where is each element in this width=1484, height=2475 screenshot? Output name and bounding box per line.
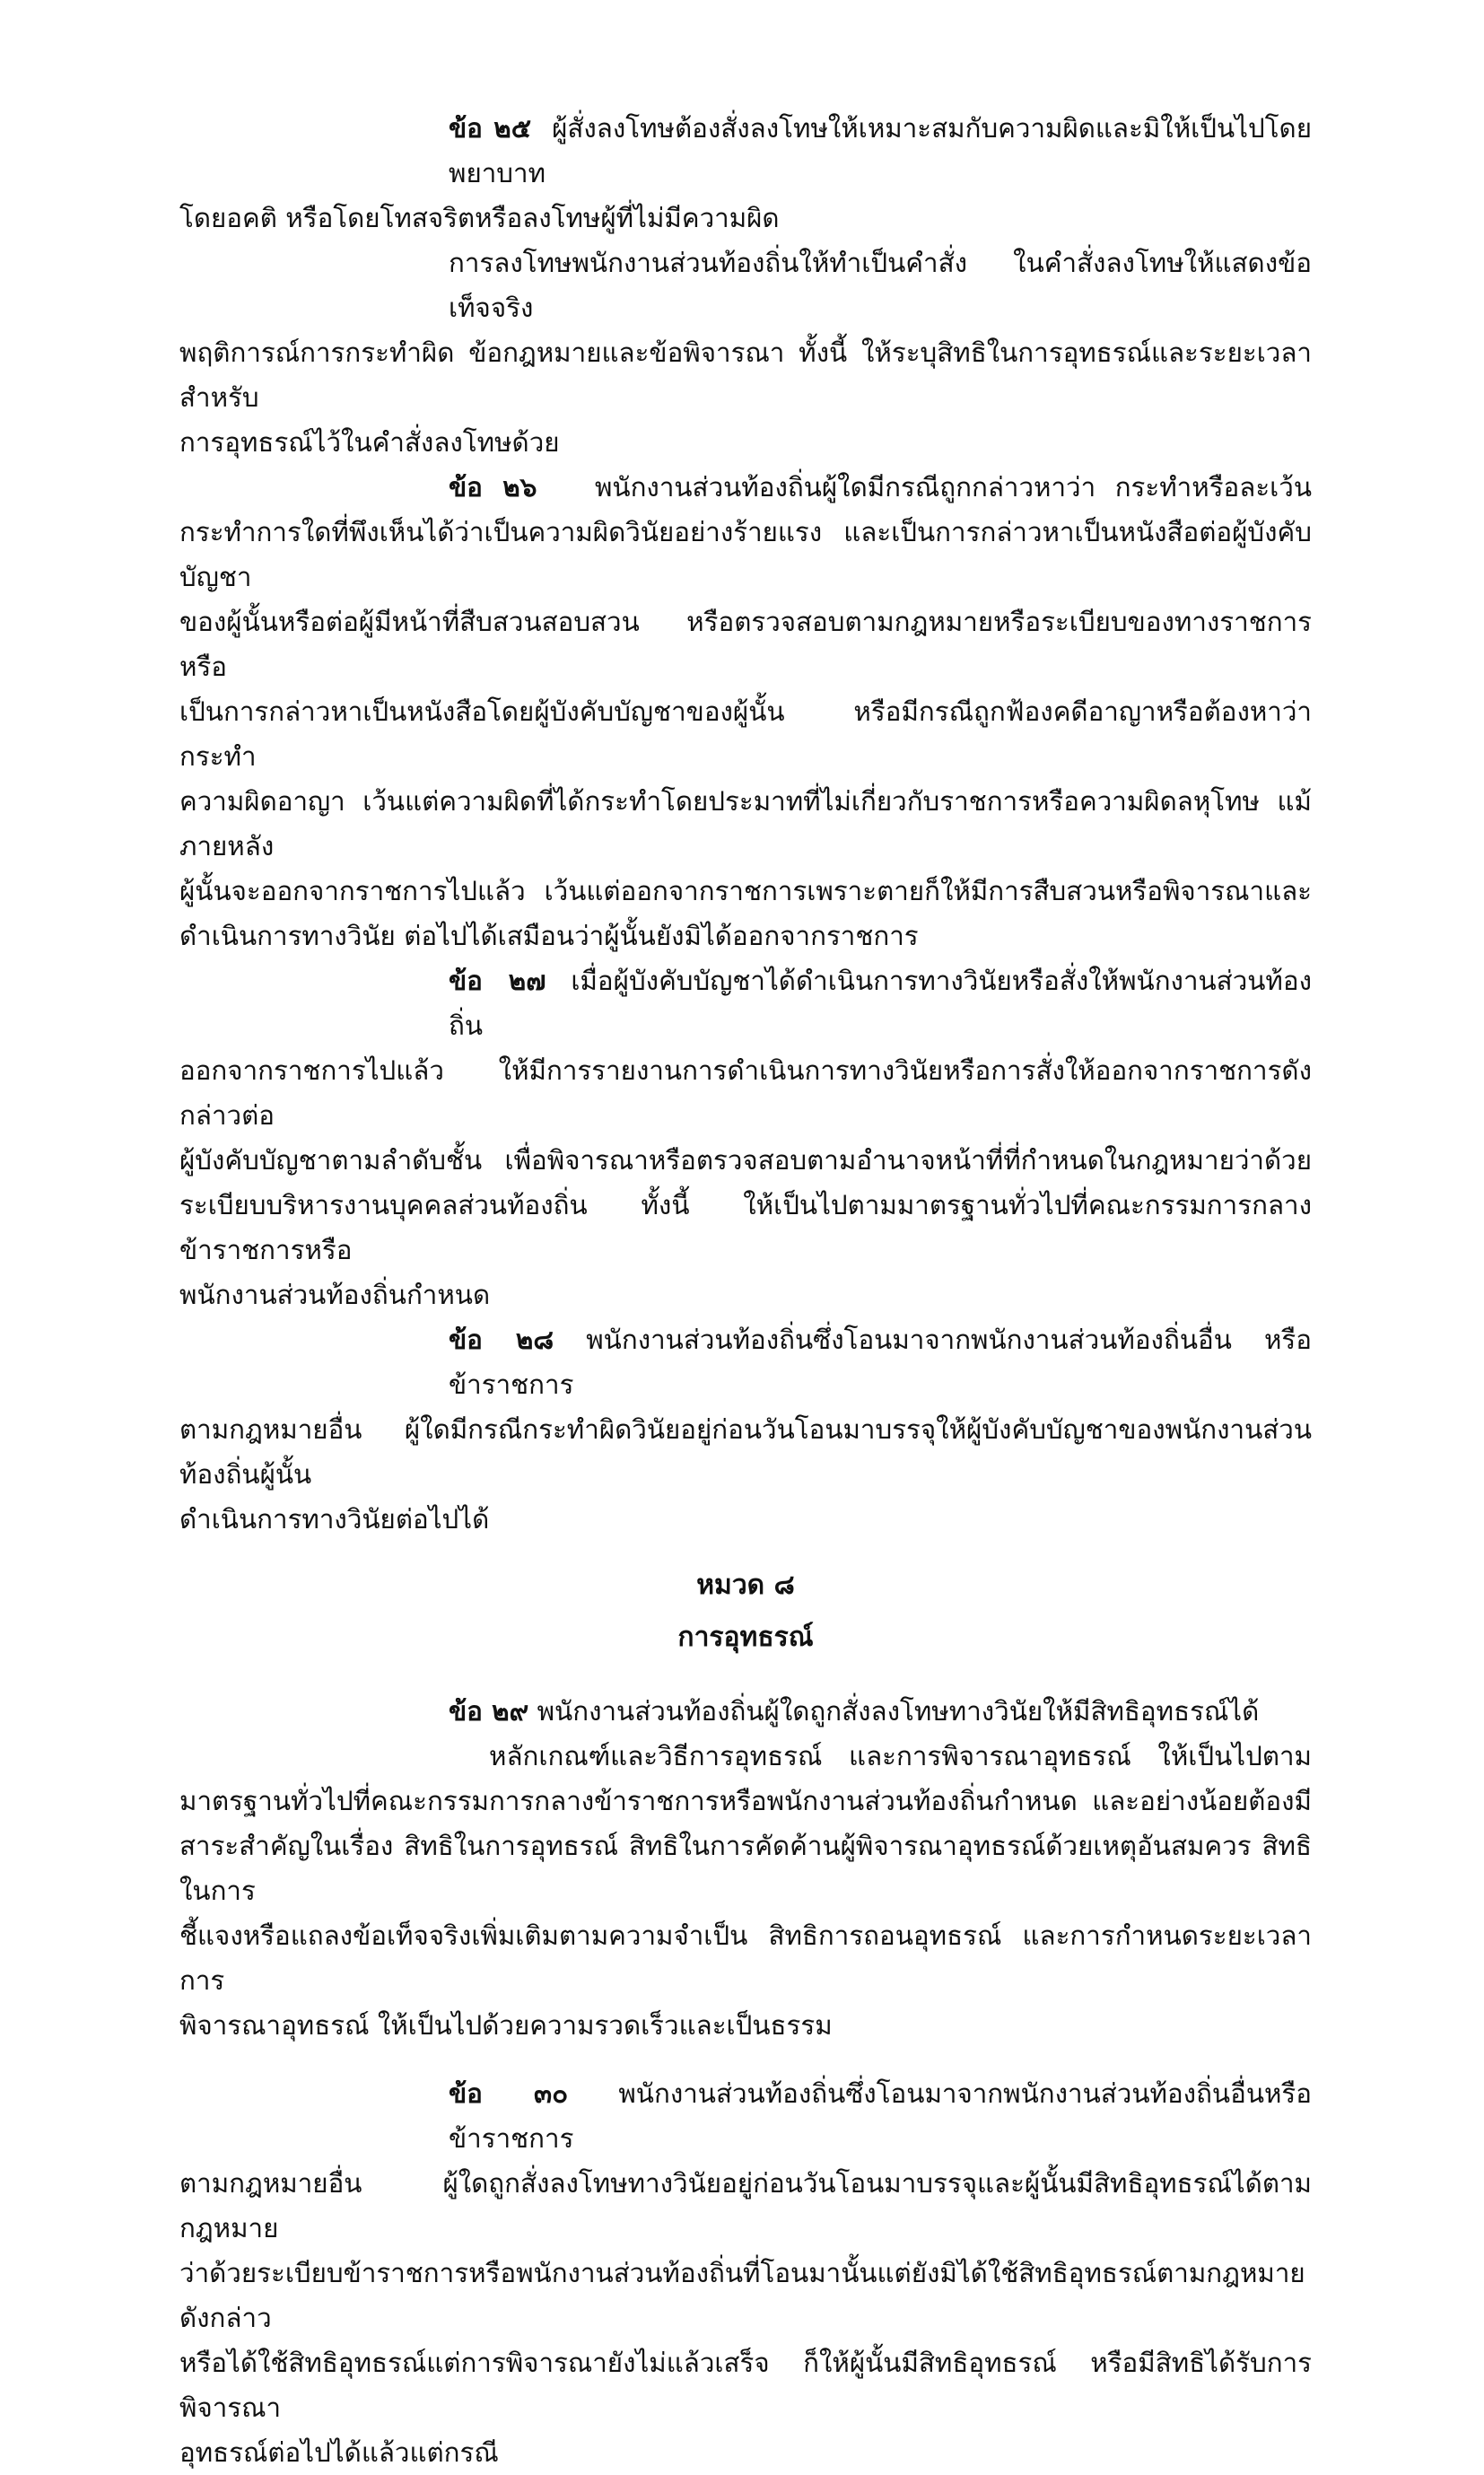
article-27-line: ผู้บังคับบัญชาตามลำดับชั้น เพื่อพิจารณาหรือตรวจสอบตามอำนาจหน้าที่ที่กำหนดในกฎหมายว่าด้วย	[179, 1145, 1312, 1176]
article-28-first-line: ข้อ ๒๘ พนักงานส่วนท้องถิ่นซึ่งโอนมาจากพนักงานส่วนท้องถิ่นอื่น หรือข้าราชการ	[449, 1325, 1312, 1400]
article-25-first-line: ข้อ ๒๕ ผู้สั่งลงโทษต้องสั่งลงโทษให้เหมาะสมกับความผิดและมิให้เป็นไปโดยพยาบาท	[449, 113, 1312, 188]
article-29-clause-2-line: สาระสำคัญในเรื่อง สิทธิในการอุทธรณ์ สิทธิในการคัดค้านผู้พิจารณาอุทธรณ์ด้วยเหตุอันสมควร สิทธิในการ	[179, 1831, 1312, 1906]
chapter-number: หมวด ๘	[696, 1570, 795, 1601]
chapter-title: การอุทธรณ์	[677, 1622, 814, 1653]
article-30-first-line: ข้อ ๓๐ พนักงานส่วนท้องถิ่นซึ่งโอนมาจากพนักงานส่วนท้องถิ่นอื่นหรือข้าราชการ	[449, 2078, 1312, 2154]
article-25-clause-2-line: การอุทธรณ์ไว้ในคำสั่งลงโทษด้วย	[179, 427, 560, 458]
article-26-line: ความผิดอาญา เว้นแต่ความผิดที่ได้กระทำโดยประมาทที่ไม่เกี่ยวกับราชการหรือความผิดลหุโทษ แม้ภายหลัง	[179, 786, 1312, 861]
article-28-line: ตามกฎหมายอื่น ผู้ใดมีกรณีกระทำผิดวินัยอยู่ก่อนวันโอนมาบรรจุให้ผู้บังคับบัญชาของพนักงานส่วนท้องถิ่นผู้นั้น	[179, 1414, 1312, 1490]
article-26-line: เป็นการกล่าวหาเป็นหนังสือโดยผู้บังคับบัญชาของผู้นั้น หรือมีกรณีถูกฟ้องคดีอาญาหรือต้องหาว่ากระทำ	[179, 696, 1312, 772]
article-29-clause-2-first-line: หลักเกณฑ์และวิธีการอุทธรณ์ และการพิจารณาอุทธรณ์ ให้เป็นไปตาม	[489, 1741, 1312, 1771]
article-26-line: ผู้นั้นจะออกจากราชการไปแล้ว เว้นแต่ออกจากราชการเพราะตายก็ให้มีการสืบสวนหรือพิจารณาและ	[179, 876, 1312, 906]
document-page	[179, 106, 1312, 2475]
article-28-line: ดำเนินการทางวินัยต่อไปได้	[179, 1504, 490, 1535]
article-number: ข้อ ๒๘	[449, 1325, 554, 1355]
article-27	[179, 958, 1312, 1317]
article-27-first-line: ข้อ ๒๗ เมื่อผู้บังคับบัญชาได้ดำเนินการทางวินัยหรือสั่งให้พนักงานส่วนท้องถิ่น	[449, 966, 1312, 1041]
article-27-line: ระเบียบบริหารงานบุคคลส่วนท้องถิ่น ทั้งนี้ ให้เป็นไปตามมาตรฐานทั่วไปที่คณะกรรมการกลางข้าราชการหรือ	[179, 1190, 1312, 1265]
article-number: ข้อ ๒๖	[449, 472, 537, 503]
article-29-clause-2-line: มาตรฐานทั่วไปที่คณะกรรมการกลางข้าราชการหรือพนักงานส่วนท้องถิ่นกำหนด และอย่างน้อยต้องมี	[179, 1786, 1312, 1816]
article-25-clause-2	[179, 241, 1312, 465]
article-26-line: ดำเนินการทางวินัย ต่อไปได้เสมือนว่าผู้นั้นยังมิได้ออกจากราชการ	[179, 921, 919, 951]
article-29-clause-2-line: ชี้แจงหรือแถลงข้อเท็จจริงเพิ่มเติมตามความจำเป็น สิทธิการถอนอุทธรณ์ และการกำหนดระยะเวลาการ	[179, 1920, 1312, 1996]
article-30	[179, 2071, 1312, 2475]
article-26-line: ของผู้นั้นหรือต่อผู้มีหน้าที่สืบสวนสอบสวน หรือตรวจสอบตามกฎหมายหรือระเบียบของทางราชการ หรือ	[179, 607, 1312, 682]
article-number: ข้อ ๒๗	[449, 966, 546, 996]
article-25-clause-2-first-line: การลงโทษพนักงานส่วนท้องถิ่นให้ทำเป็นคำสั่ง ในคำสั่งลงโทษให้แสดงข้อเท็จจริง	[449, 248, 1312, 323]
chapter-heading	[179, 1560, 1312, 1664]
article-28	[179, 1317, 1312, 1542]
article-29-clause-2	[179, 1734, 1312, 2048]
article-26-line: กระทำการใดที่พึงเห็นได้ว่าเป็นความผิดวินัยอย่างร้ายแรง และเป็นการกล่าวหาเป็นหนังสือต่อผู้บังคับบัญชา	[179, 517, 1312, 592]
article-30-line: ว่าด้วยระเบียบข้าราชการหรือพนักงานส่วนท้องถิ่นที่โอนมานั้นแต่ยังมิได้ใช้สิทธิอุทธรณ์ตามกฎหมายดังกล่าว	[179, 2258, 1305, 2333]
article-number: ข้อ ๒๙	[449, 1696, 529, 1727]
article-number: ข้อ ๒๕	[449, 113, 532, 144]
article-25	[179, 106, 1312, 241]
article-26	[179, 465, 1312, 958]
article-29	[179, 1689, 1312, 1734]
article-25-line: โดยอคติ หรือโดยโทสจริตหรือลงโทษผู้ที่ไม่มีความผิด	[179, 203, 780, 233]
article-27-line: พนักงานส่วนท้องถิ่นกำหนด	[179, 1280, 491, 1310]
article-29-clause-2-line: พิจารณาอุทธรณ์ ให้เป็นไปด้วยความรวดเร็วและเป็นธรรม	[179, 2010, 833, 2041]
article-number: ข้อ ๓๐	[449, 2078, 569, 2109]
article-26-first-line: ข้อ ๒๖ พนักงานส่วนท้องถิ่นผู้ใดมีกรณีถูกกล่าวหาว่า กระทำหรือละเว้น	[449, 472, 1312, 503]
article-30-line: ตามกฎหมายอื่น ผู้ใดถูกสั่งลงโทษทางวินัยอยู่ก่อนวันโอนมาบรรจุและผู้นั้นมีสิทธิอุทธรณ์ได้ตามกฎหมาย	[179, 2168, 1312, 2243]
article-27-line: ออกจากราชการไปแล้ว ให้มีการรายงานการดำเนินการทางวินัยหรือการสั่งให้ออกจากราชการดังกล่าวต่อ	[179, 1055, 1312, 1131]
article-30-line: อุทธรณ์ต่อไปได้แล้วแต่กรณี	[179, 2437, 499, 2468]
article-29-first-line: ข้อ ๒๙ พนักงานส่วนท้องถิ่นผู้ใดถูกสั่งลงโทษทางวินัยให้มีสิทธิอุทธรณ์ได้	[449, 1696, 1260, 1727]
article-30-line: หรือได้ใช้สิทธิอุทธรณ์แต่การพิจารณายังไม่แล้วเสร็จ ก็ให้ผู้นั้นมีสิทธิอุทธรณ์ หรือมีสิทธิได้รับการพิจารณา	[179, 2348, 1312, 2423]
article-25-clause-2-line: พฤติการณ์การกระทำผิด ข้อกฎหมายและข้อพิจารณา ทั้งนี้ ให้ระบุสิทธิในการอุทธรณ์และระยะเวลาสำหรับ	[179, 337, 1312, 413]
